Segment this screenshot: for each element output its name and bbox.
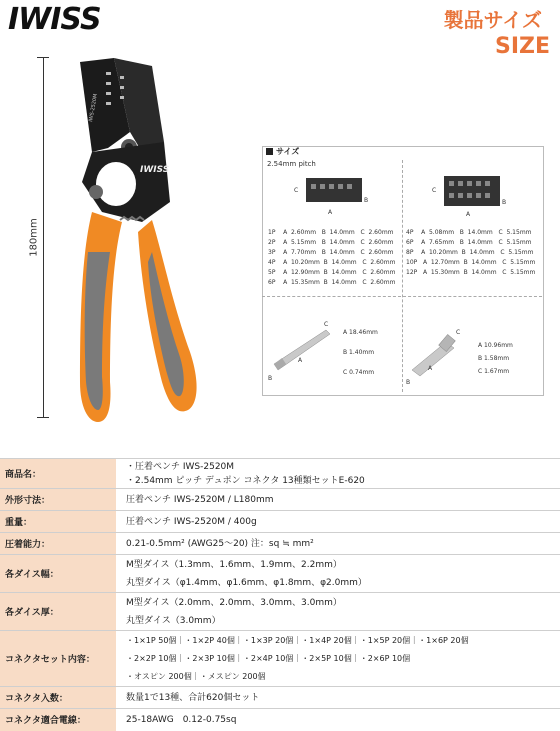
male-pin-diagram <box>268 318 338 382</box>
label-b: B <box>268 375 273 382</box>
spec-label: 商品名： <box>0 459 116 489</box>
page-title-jp: 製品サイズ <box>443 8 542 32</box>
size-row: 12P A 15.30mm B 14.0mm C 5.15mm <box>406 269 536 276</box>
size-row: 8P A 10.20mm B 14.0mm C 5.15mm <box>406 249 534 256</box>
spec-value-line: 丸型ダイス（3.0mm） <box>126 615 221 626</box>
spec-value-line: ・1×1P 50個｜・1×2P 40個｜・1×3P 20個｜・1×4P 20個｜・1×5P 20個｜・1×6P 20個 <box>126 635 469 645</box>
label-c: C <box>432 187 437 194</box>
size-row: 4P A 5.08mm B 14.0mm C 5.15mm <box>406 229 532 236</box>
label-c: C <box>456 329 461 336</box>
connector-2row-diagram <box>430 172 510 222</box>
spec-value <box>116 593 560 631</box>
spec-value <box>116 555 560 593</box>
spec-row-product-name <box>0 459 560 489</box>
label-a: A <box>466 211 471 218</box>
spec-row-die-width <box>0 555 560 593</box>
connector-2row-sizes <box>406 229 535 279</box>
label-a: A <box>298 357 303 364</box>
size-panel-heading <box>262 146 542 158</box>
connector-1row-diagram <box>292 172 372 222</box>
female-pin-c: C 1.67mm <box>478 368 510 375</box>
label-c: C <box>294 187 299 194</box>
size-row: 2P A 5.15mm B 14.0mm C 2.60mm <box>268 239 394 246</box>
female-pin-b: B 1.58mm <box>478 355 510 362</box>
spec-value-line: ・2×2P 10個｜・2×3P 10個｜・2×4P 10個｜・2×5P 10個｜・2×6P 10個 <box>126 653 411 663</box>
spec-label: 外形寸法： <box>0 489 116 511</box>
label-b: B <box>406 379 411 386</box>
spec-table <box>0 458 560 731</box>
brand-logo: IWISS <box>8 2 101 37</box>
size-row: 1P A 2.60mm B 14.0mm C 2.60mm <box>268 229 394 236</box>
spec-value-line: 丸型ダイス（φ1.4mm、φ1.6mm、φ1.8mm、φ2.0mm） <box>126 577 367 588</box>
connector-1row-sizes <box>268 229 395 289</box>
spec-label: 圧着能力： <box>0 533 116 555</box>
dimension-line <box>43 57 44 417</box>
spec-row-connector-count <box>0 687 560 709</box>
dimension-tick-top <box>37 57 49 58</box>
pliers-logo: IWISS <box>140 165 170 175</box>
size-row: 6P A 15.35mm B 14.0mm C 2.60mm <box>268 279 396 286</box>
size-row: 6P A 7.65mm B 14.0mm C 5.15mm <box>406 239 532 246</box>
size-row: 3P A 7.70mm B 14.0mm C 2.60mm <box>268 249 394 256</box>
spec-value <box>116 631 560 687</box>
female-pin-a: A 10.96mm <box>478 342 513 349</box>
spec-row-weight <box>0 511 560 533</box>
label-b: B <box>502 199 507 206</box>
label-c: C <box>324 321 329 328</box>
male-pin-b: B 1.40mm <box>343 349 375 356</box>
spec-label: コネクタ適合電線： <box>0 709 116 731</box>
size-row: 10P A 12.70mm B 14.0mm C 5.15mm <box>406 259 536 266</box>
female-pin-diagram <box>406 326 468 386</box>
dimension-tick-bottom <box>37 417 49 418</box>
crimping-pliers-image <box>52 52 212 437</box>
label-a: A <box>328 209 333 216</box>
spec-label: コネクタセット内容： <box>0 631 116 687</box>
spec-value: 圧着ペンチ IWS-2520M / L180mm <box>116 489 560 511</box>
spec-value-line: ・圧着ペンチ IWS-2520M <box>126 461 235 472</box>
spec-value <box>116 459 560 489</box>
spec-label: 各ダイス幅： <box>0 555 116 593</box>
spec-value-line: M型ダイス（2.0mm、2.0mm、3.0mm、3.0mm） <box>126 597 342 608</box>
spec-label: コネクタ入数： <box>0 687 116 709</box>
size-row: 4P A 10.20mm B 14.0mm C 2.60mm <box>268 259 396 266</box>
panel-divider-vertical <box>402 160 404 392</box>
spec-value: 0.21-0.5mm² (AWG25～20) 注：sq ≒ mm² <box>116 533 560 555</box>
spec-row-wire-gauge <box>0 709 560 731</box>
spec-row-dimensions <box>0 489 560 511</box>
pitch-label: 2.54mm pitch <box>267 160 316 168</box>
spec-value: 25-18AWG 0.12-0.75sq <box>116 709 560 731</box>
spec-value-line: M型ダイス（1.3mm、1.6mm、1.9mm、2.2mm） <box>126 559 342 570</box>
male-pin-a: A 18.46mm <box>343 329 378 336</box>
jaw-marking: IWS-2520M <box>88 93 99 123</box>
spec-value-line: ・オスピン 200個｜・メスピン 200個 <box>126 671 266 681</box>
label-b: B <box>364 197 369 204</box>
spec-value: 圧着ペンチ IWS-2520M / 400g <box>116 511 560 533</box>
spec-row-connector-set <box>0 631 560 687</box>
page-title-en: SIZE <box>494 34 550 59</box>
spec-value-line: ・2.54mm ピッチ デュポン コネクタ 13種類セットE-620 <box>126 475 365 486</box>
spec-row-capacity <box>0 533 560 555</box>
label-a: A <box>428 365 433 372</box>
spec-label: 重量： <box>0 511 116 533</box>
size-heading-text: サイズ <box>276 147 300 156</box>
spec-value: 数量1で13種、合計620個セット <box>116 687 560 709</box>
male-pin-c: C 0.74mm <box>343 369 375 376</box>
size-row: 5P A 12.90mm B 14.0mm C 2.60mm <box>268 269 396 276</box>
spec-label: 各ダイス厚： <box>0 593 116 631</box>
panel-divider-horizontal <box>262 296 542 298</box>
spec-row-die-thickness <box>0 593 560 631</box>
heading-square-icon <box>266 148 273 155</box>
dimension-label: 180mm <box>28 218 40 257</box>
